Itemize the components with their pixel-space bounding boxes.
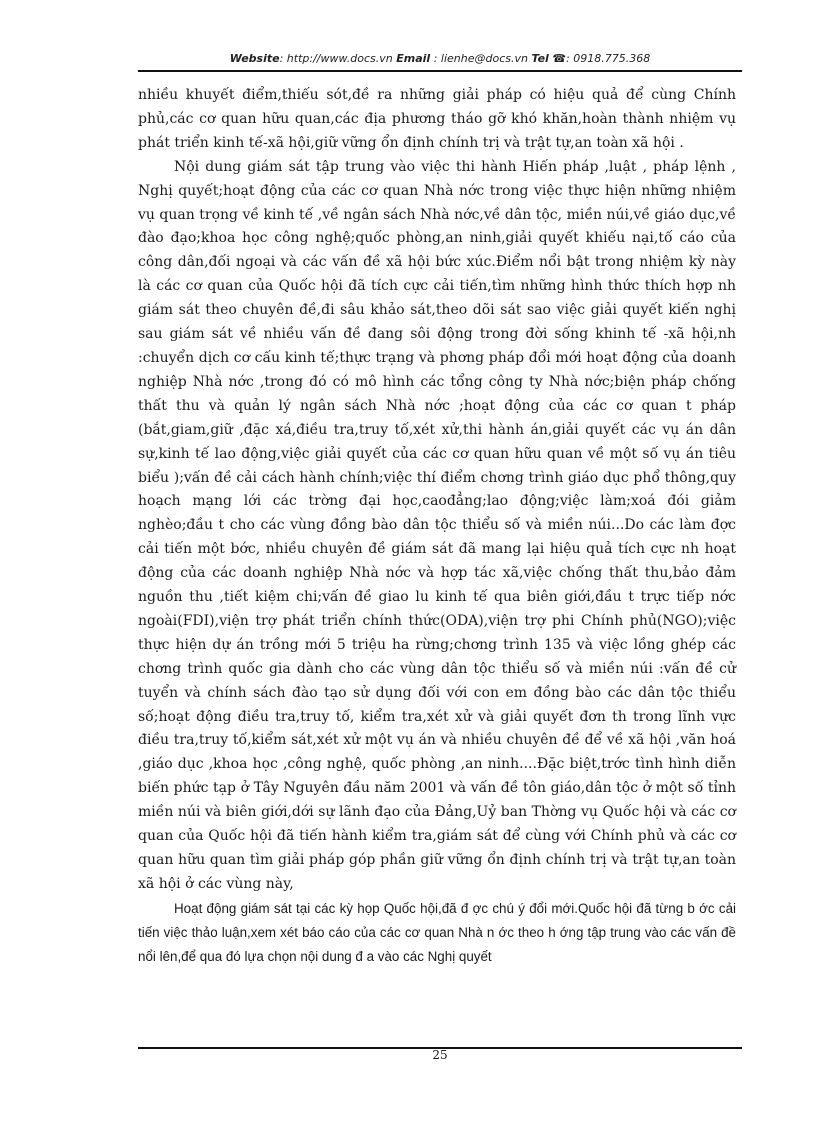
document-body bbox=[138, 84, 736, 969]
tel-value: : 0918.775.368 bbox=[566, 52, 651, 65]
paragraph-continuation: nhiều khuyết điểm,thiếu sót,đề ra những giải pháp có hiệu quả để cùng Chính phủ,các cơ quan hữu quan,các địa phương tháo gỡ khó khăn,hoàn thành nhiệm vụ phát triển kinh tế-xã hội,giữ vững ổn định chính trị và trật tự,an toàn xã hội . bbox=[138, 87, 736, 151]
tel-label: Tel bbox=[531, 52, 549, 65]
header-divider bbox=[138, 70, 742, 72]
email-value: : lienhe@docs.vn bbox=[433, 52, 528, 65]
phone-icon: ☎ bbox=[552, 52, 567, 65]
page-header bbox=[138, 52, 742, 65]
email-label: Email bbox=[396, 52, 431, 65]
page-number: 25 bbox=[432, 1048, 448, 1062]
website-value: : http://www.docs.vn bbox=[279, 52, 393, 65]
paragraph-session-supervision: Hoạt động giám sát tại các kỳ họp Quốc hội,đã đ ợc chú ý đổi mới.Quốc hội đã từng b ớc cải tiến việc thảo luận,xem xét báo cáo của các cơ quan Nhà n ớc theo h ớng tập trung vào các vấn đề nổi lên,để qua đó lựa chọn nội dung đ a vào các Nghị quyết bbox=[138, 900, 736, 964]
website-label: Website bbox=[229, 52, 280, 65]
paragraph-supervision-content: Nội dung giám sát tập trung vào việc thi hành Hiến pháp ,luật , pháp lệnh , Nghị quyết;hoạt động của các cơ quan Nhà nớc trong việc thực hiện những nhiệm vụ quan trọng về kinh tế ,về ngân sách Nhà nớc,về dân tộc, miền núi,về giáo dục,về đào đạo;khoa học công nghệ;quốc phòng,an ninh,giải quyết khiếu nại,tố cáo của công dân,đối ngoại và các vấn đề xã hội bức xúc.Điểm nổi bật trong nhiệm kỳ này là các cơ quan của Quốc hội đã tích cực cải tiến,tìm những hình thức thích hợp nh giám sát theo chuyên đề,đi sâu khảo sát,theo dõi sát sao việc giải quyết kiến nghị sau giám sát về nhiều vấn đề đang sôi động trong đời sống khinh tế -xã hội,nh :chuyển dịch cơ cấu kinh tế;thực trạng và phơng pháp đổi mới hoạt động của doanh nghiệp Nhà nớc ,trong đó có mô hình các tổng công ty Nhà nớc;biện pháp chống thất thu và quản lý ngân sách Nhà nớc ;hoạt động của các cơ quan t pháp (bắt,giam,giữ ,đặc xá,điều tra,truy tố,xét xử,thi hành án,giải quyết các vụ án dân sự,kinh tế lao động,việc giải quyết của các cơ quan hữu quan về một số vụ án tiêu biểu );vấn đề cải cách hành chính;việc thí điểm chơng trình giáo dục phổ thông,quy hoạch mạng lới các trờng đại học,caođẳng;lao động;việc làm;xoá đói giảm nghèo;đầu t cho các vùng đồng bào dân tộc thiểu số và miền núi...Do các làm đợc cải tiến một bớc, nhiều chuyên đề giám sát đã mang lại hiệu quả tích cực nh hoạt động của các doanh nghiệp Nhà nớc và hợp tác xã,việc chống thất thu,bảo đảm nguồn thu ,tiết kiệm chi;vấn đề giao lu kinh tế qua biên giới,đầu t trực tiếp nớc ngoài(FDI),viện trợ phát triển chính thức(ODA),viện trợ phi Chính phủ(NGO);việc thực hiện dự án trồng mới 5 triệu ha rừng;chơng trình 135 và việc lồng ghép các chơng trình quốc gia dành cho các vùng dân tộc thiểu số và miền núi :vấn đề cử tuyển và chính sách đào tạo sử dụng đối với con em đồng bào các dân tộc thiểu số;hoạt động điều tra,truy tố, kiểm tra,xét xử và giải quyết đơn th trong lĩnh vực điều tra,truy tố,kiểm sát,xét xử một vụ án và nhiều chuyên đề để về xã hội ,văn hoá ,giáo dục ,khoa học ,công nghệ, quốc phòng ,an ninh....Đặc biệt,trớc tình hình diễn biến phức tạp ở Tây Nguyên đầu năm 2001 và vấn đề tôn giáo,dân tộc ở một số tỉnh miền núi và biên giới,dới sự lãnh đạo của Đảng,Uỷ ban Thờng vụ Quốc hội và các cơ quan của Quốc hội đã tiến hành kiểm tra,giám sát để cùng với Chính phủ và các cơ quan hữu quan tìm giải pháp góp phần giữ vững ổn định chính trị và trật tự,an toàn xã hội ở các vùng này, bbox=[138, 158, 736, 892]
